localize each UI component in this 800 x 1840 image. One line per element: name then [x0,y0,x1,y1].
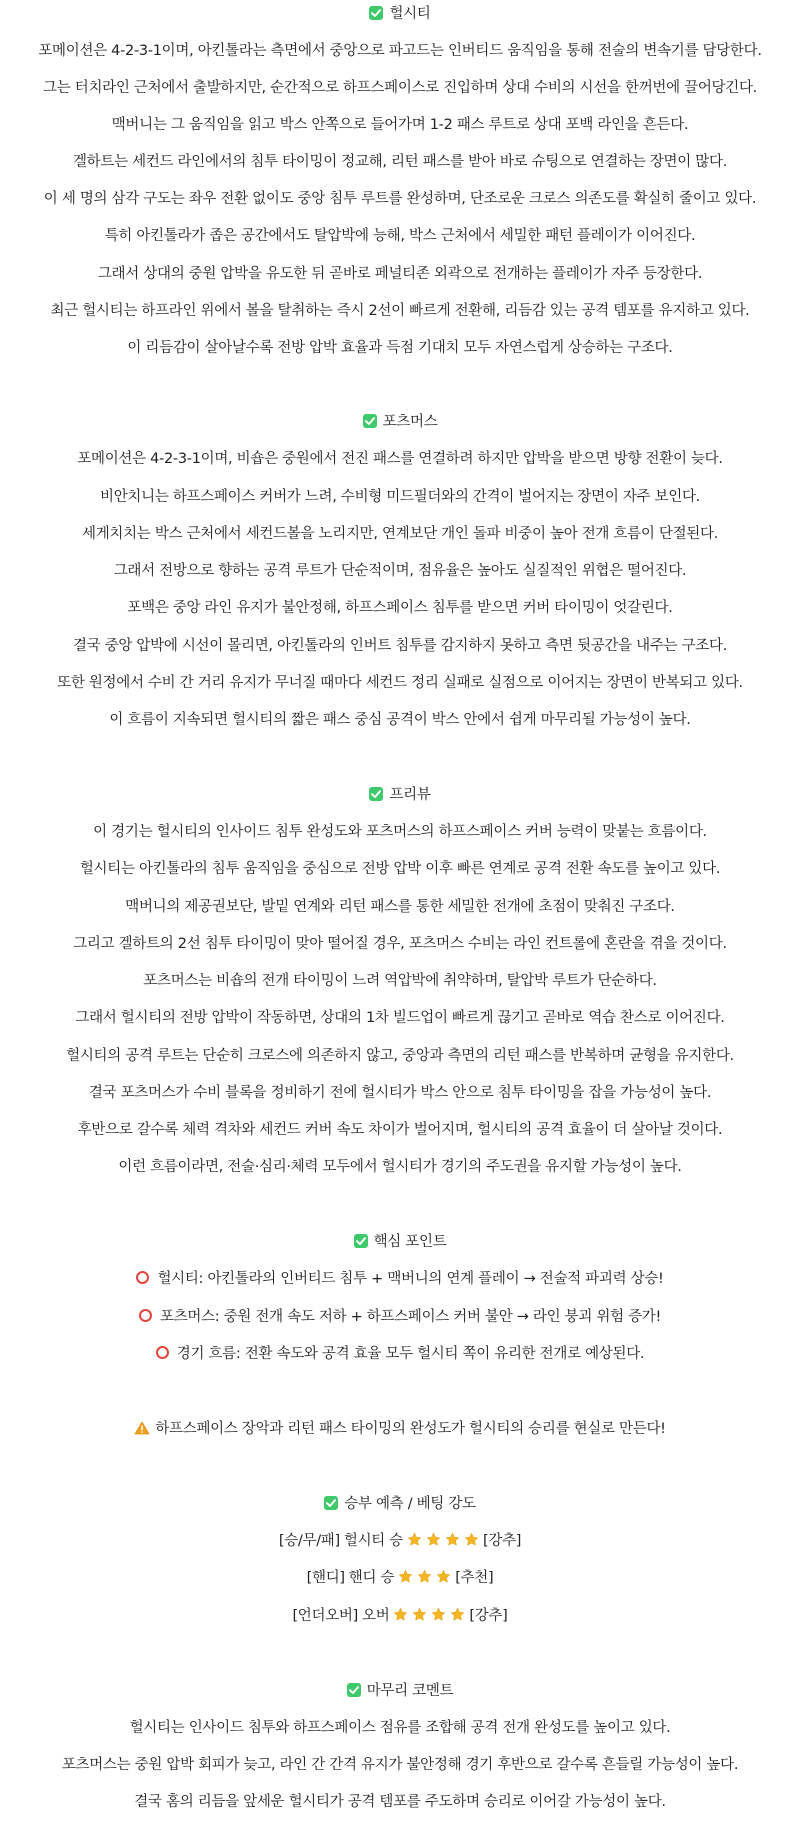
key-points-heading-text: 핵심 포인트 [373,1234,447,1250]
paragraph-line: 이 경기는 헐시티의 인사이드 침투 완성도와 포츠머스의 하프스페이스 커버 능력이 맞붙는 흐름이다. [93,824,707,840]
star-icon [464,1530,479,1545]
paragraph-line: 후반으로 갈수록 체력 격차와 세컨드 커버 속도 차이가 벌어지며, 헐시티의 공격 효율이 더 살아날 것이다. [77,1122,723,1138]
star-icon [426,1530,441,1545]
paragraph-line: 세게치치는 박스 근처에서 세컨드볼을 노리지만, 연계보단 개인 돌파 비중이 높아 전개 흐름이 단절된다. [81,526,719,542]
paragraph-line: 헐시티의 공격 루트는 단순히 크로스에 의존하지 않고, 중앙과 측면의 리턴 패스를 반복하며 균형을 유지한다. [66,1048,734,1064]
key-point-text: 경기 흐름: 전환 속도와 공격 효율 모두 헐시티 쪽이 유리한 전개로 예상된다. [176,1346,645,1362]
closing-heading [0,1678,800,1704]
star-icon [445,1530,460,1545]
paragraph-line: 헐시티는 아킨톨라의 침투 움직임을 중심으로 전방 압박 이후 빠른 연계로 공격 전환 속도를 높이고 있다. [79,861,721,877]
check-icon [369,6,383,20]
star-icon [393,1605,408,1620]
section-heading-text: 프리뷰 [389,787,431,803]
warning-text: 하프스페이스 장악과 리턴 패스 타이밍의 완성도가 헐시티의 승리를 현실로 만든다! [155,1421,666,1437]
section-heading-text: 헐시티 [389,6,431,22]
paragraph-line: 이 흐름이 지속되면 헐시티의 짧은 패스 중심 공격이 박스 안에서 쉽게 마무리될 가능성이 높다. [109,712,691,728]
paragraph-line: 포메이션은 4-2-3-1이며, 비숍은 중원에서 전진 패스를 연결하려 하지만 압박을 받으면 방향 전환이 늦다. [77,451,723,467]
bet-market: [승/무/패] [278,1533,340,1549]
bet-strength: [강추] [483,1533,522,1549]
paragraph-line: 맥버니의 제공권보단, 발밑 연계와 리턴 패스를 통한 세밀한 전개에 초점이 맞춰진 구조다. [125,899,675,915]
paragraph-line: 그는 터치라인 근처에서 출발하지만, 순간적으로 하프스페이스로 진입하며 상대 수비의 시선을 한꺼번에 끌어당긴다. [43,80,757,96]
bet-stars [391,1608,467,1624]
key-point-text: 포츠머스: 중원 전개 속도 저하 + 하프스페이스 커버 불안 → 라인 붕괴 위험 증가! [159,1309,662,1325]
paragraph-line: 그래서 전방으로 향하는 공격 루트가 단순적이며, 점유율은 높아도 실질적인 위협은 떨어진다. [113,563,687,579]
paragraph-line: 헐시티는 인사이드 침투와 하프스페이스 점유를 조합해 공격 전개 완성도를 높이고 있다. [129,1720,671,1736]
check-icon [347,1683,361,1697]
bet-stars [405,1533,481,1549]
paragraph-line: 이런 흐름이라면, 전술·심리·체력 모두에서 헐시티가 경기의 주도권을 유지할 가능성이 높다. [118,1159,682,1175]
paragraph-line: 이 세 명의 삼각 구도는 좌우 전환 없이도 중앙 침투 루트를 완성하며, 단조로운 크로스 의존도를 확실히 줄이고 있다. [43,191,757,207]
paragraph-line: 맥버니는 그 움직임을 읽고 박스 안쪽으로 들어가며 1-2 패스 루트로 상대 포백 라인을 흔든다. [111,117,689,133]
key-point-text: 헐시티: 아킨톨라의 인버티드 침투 + 맥버니의 연계 플레이 → 전술적 파괴력 상승! [157,1271,664,1287]
circle-icon [139,1309,152,1322]
bet-pick: 핸디 승 [348,1570,395,1586]
paragraph-line: 이 리듬감이 살아날수록 전방 압박 효율과 득점 기대치 모두 자연스럽게 상승하는 구조다. [127,340,673,356]
star-icon [436,1567,451,1582]
paragraph-line: 특히 아킨톨라가 좁은 공간에서도 탈압박에 능해, 박스 근처에서 세밀한 패턴 플레이가 이어진다. [104,228,696,244]
star-icon [407,1530,422,1545]
bet-market: [언더오버] [292,1608,358,1624]
warning-icon [134,1418,150,1432]
key-points-heading [0,1229,800,1255]
check-icon [324,1496,338,1510]
circle-icon [156,1346,169,1359]
check-icon [369,787,383,801]
bet-market: [핸디] [306,1570,345,1586]
paragraph-line: 그래서 헐시티의 전방 압박이 작동하면, 상대의 1차 빌드업이 빠르게 끊기고 곧바로 역습 찬스로 이어진다. [75,1010,725,1026]
bet-pick: 헐시티 승 [343,1533,403,1549]
star-icon [417,1567,432,1582]
paragraph-line: 비안치니는 하프스페이스 커버가 느려, 수비형 미드필더와의 간격이 벌어지는 장면이 자주 보인다. [100,489,700,505]
star-icon [398,1567,413,1582]
paragraph-line: 포츠머스는 중원 압박 회피가 늦고, 라인 간 간격 유지가 불안정해 경기 후반으로 갈수록 흔들릴 가능성이 높다. [61,1757,739,1773]
paragraph-line: 겔하트는 세컨드 라인에서의 침투 타이밍이 정교해, 리턴 패스를 받아 바로 슈팅으로 연결하는 장면이 많다. [72,154,728,170]
paragraph-line: 결국 홈의 리듬을 앞세운 헐시티가 공격 템포를 주도하며 승리로 이어갈 가능성이 높다. [134,1794,666,1810]
star-icon [450,1605,465,1620]
paragraph-line: 결국 포츠머스가 수비 블록을 정비하기 전에 헐시티가 박스 안으로 침투 타이밍을 잡을 가능성이 높다. [88,1085,712,1101]
check-icon [363,414,377,428]
key-point-item [0,1341,800,1367]
section-heading-text: 포츠머스 [382,414,438,430]
paragraph-line: 결국 중앙 압박에 시선이 몰리면, 아킨톨라의 인버트 침투를 감지하지 못하고 측면 뒷공간을 내주는 구조다. [72,638,728,654]
section-heading-hull [0,1,800,27]
bet-row [0,1603,800,1629]
paragraph-line: 그리고 겔하트의 2선 침투 타이밍이 맞아 떨어질 경우, 포츠머스 수비는 라인 컨트롤에 혼란을 겪을 것이다. [73,936,727,952]
bet-strength: [추천] [455,1570,494,1586]
bet-row [0,1528,800,1554]
star-icon [431,1605,446,1620]
paragraph-line: 그래서 상대의 중원 압박을 유도한 뒤 곧바로 페널티존 외곽으로 전개하는 플레이가 자주 등장한다. [97,266,703,282]
section-heading-preview [0,782,800,808]
paragraph-line: 포메이션은 4-2-3-1이며, 아킨톨라는 측면에서 중앙으로 파고드는 인버티드 움직임을 통해 전술의 변속기를 담당한다. [38,43,762,59]
star-icon [412,1605,427,1620]
bet-pick: 오버 [361,1608,390,1624]
paragraph-line: 포백은 중앙 라인 유지가 불안정해, 하프스페이스 침투를 받으면 커버 타이밍이 엇갈린다. [127,600,673,616]
circle-icon [136,1271,149,1284]
bet-row [0,1565,800,1591]
closing-heading-text: 마무리 코멘트 [366,1683,454,1699]
warning-callout [0,1416,800,1442]
key-point-item [0,1304,800,1330]
bet-strength: [강추] [469,1608,508,1624]
paragraph-line: 최근 헐시티는 하프라인 위에서 볼을 탈취하는 즉시 2선이 빠르게 전환해, 리듬감 있는 공격 템포를 유지하고 있다. [50,303,750,319]
paragraph-line: 또한 원정에서 수비 간 거리 유지가 무너질 때마다 세컨드 정리 실패로 실점으로 이어지는 장면이 반복되고 있다. [57,675,743,691]
prediction-heading [0,1491,800,1517]
prediction-heading-text: 승부 예측 / 베팅 강도 [344,1496,476,1512]
section-heading-portsmouth [0,409,800,435]
key-point-item [0,1266,800,1292]
paragraph-line: 포츠머스는 비숍의 전개 타이밍이 느려 역압박에 취약하며, 탈압박 루트가 단순하다. [143,973,657,989]
bet-stars [396,1570,453,1586]
check-icon [354,1234,368,1248]
